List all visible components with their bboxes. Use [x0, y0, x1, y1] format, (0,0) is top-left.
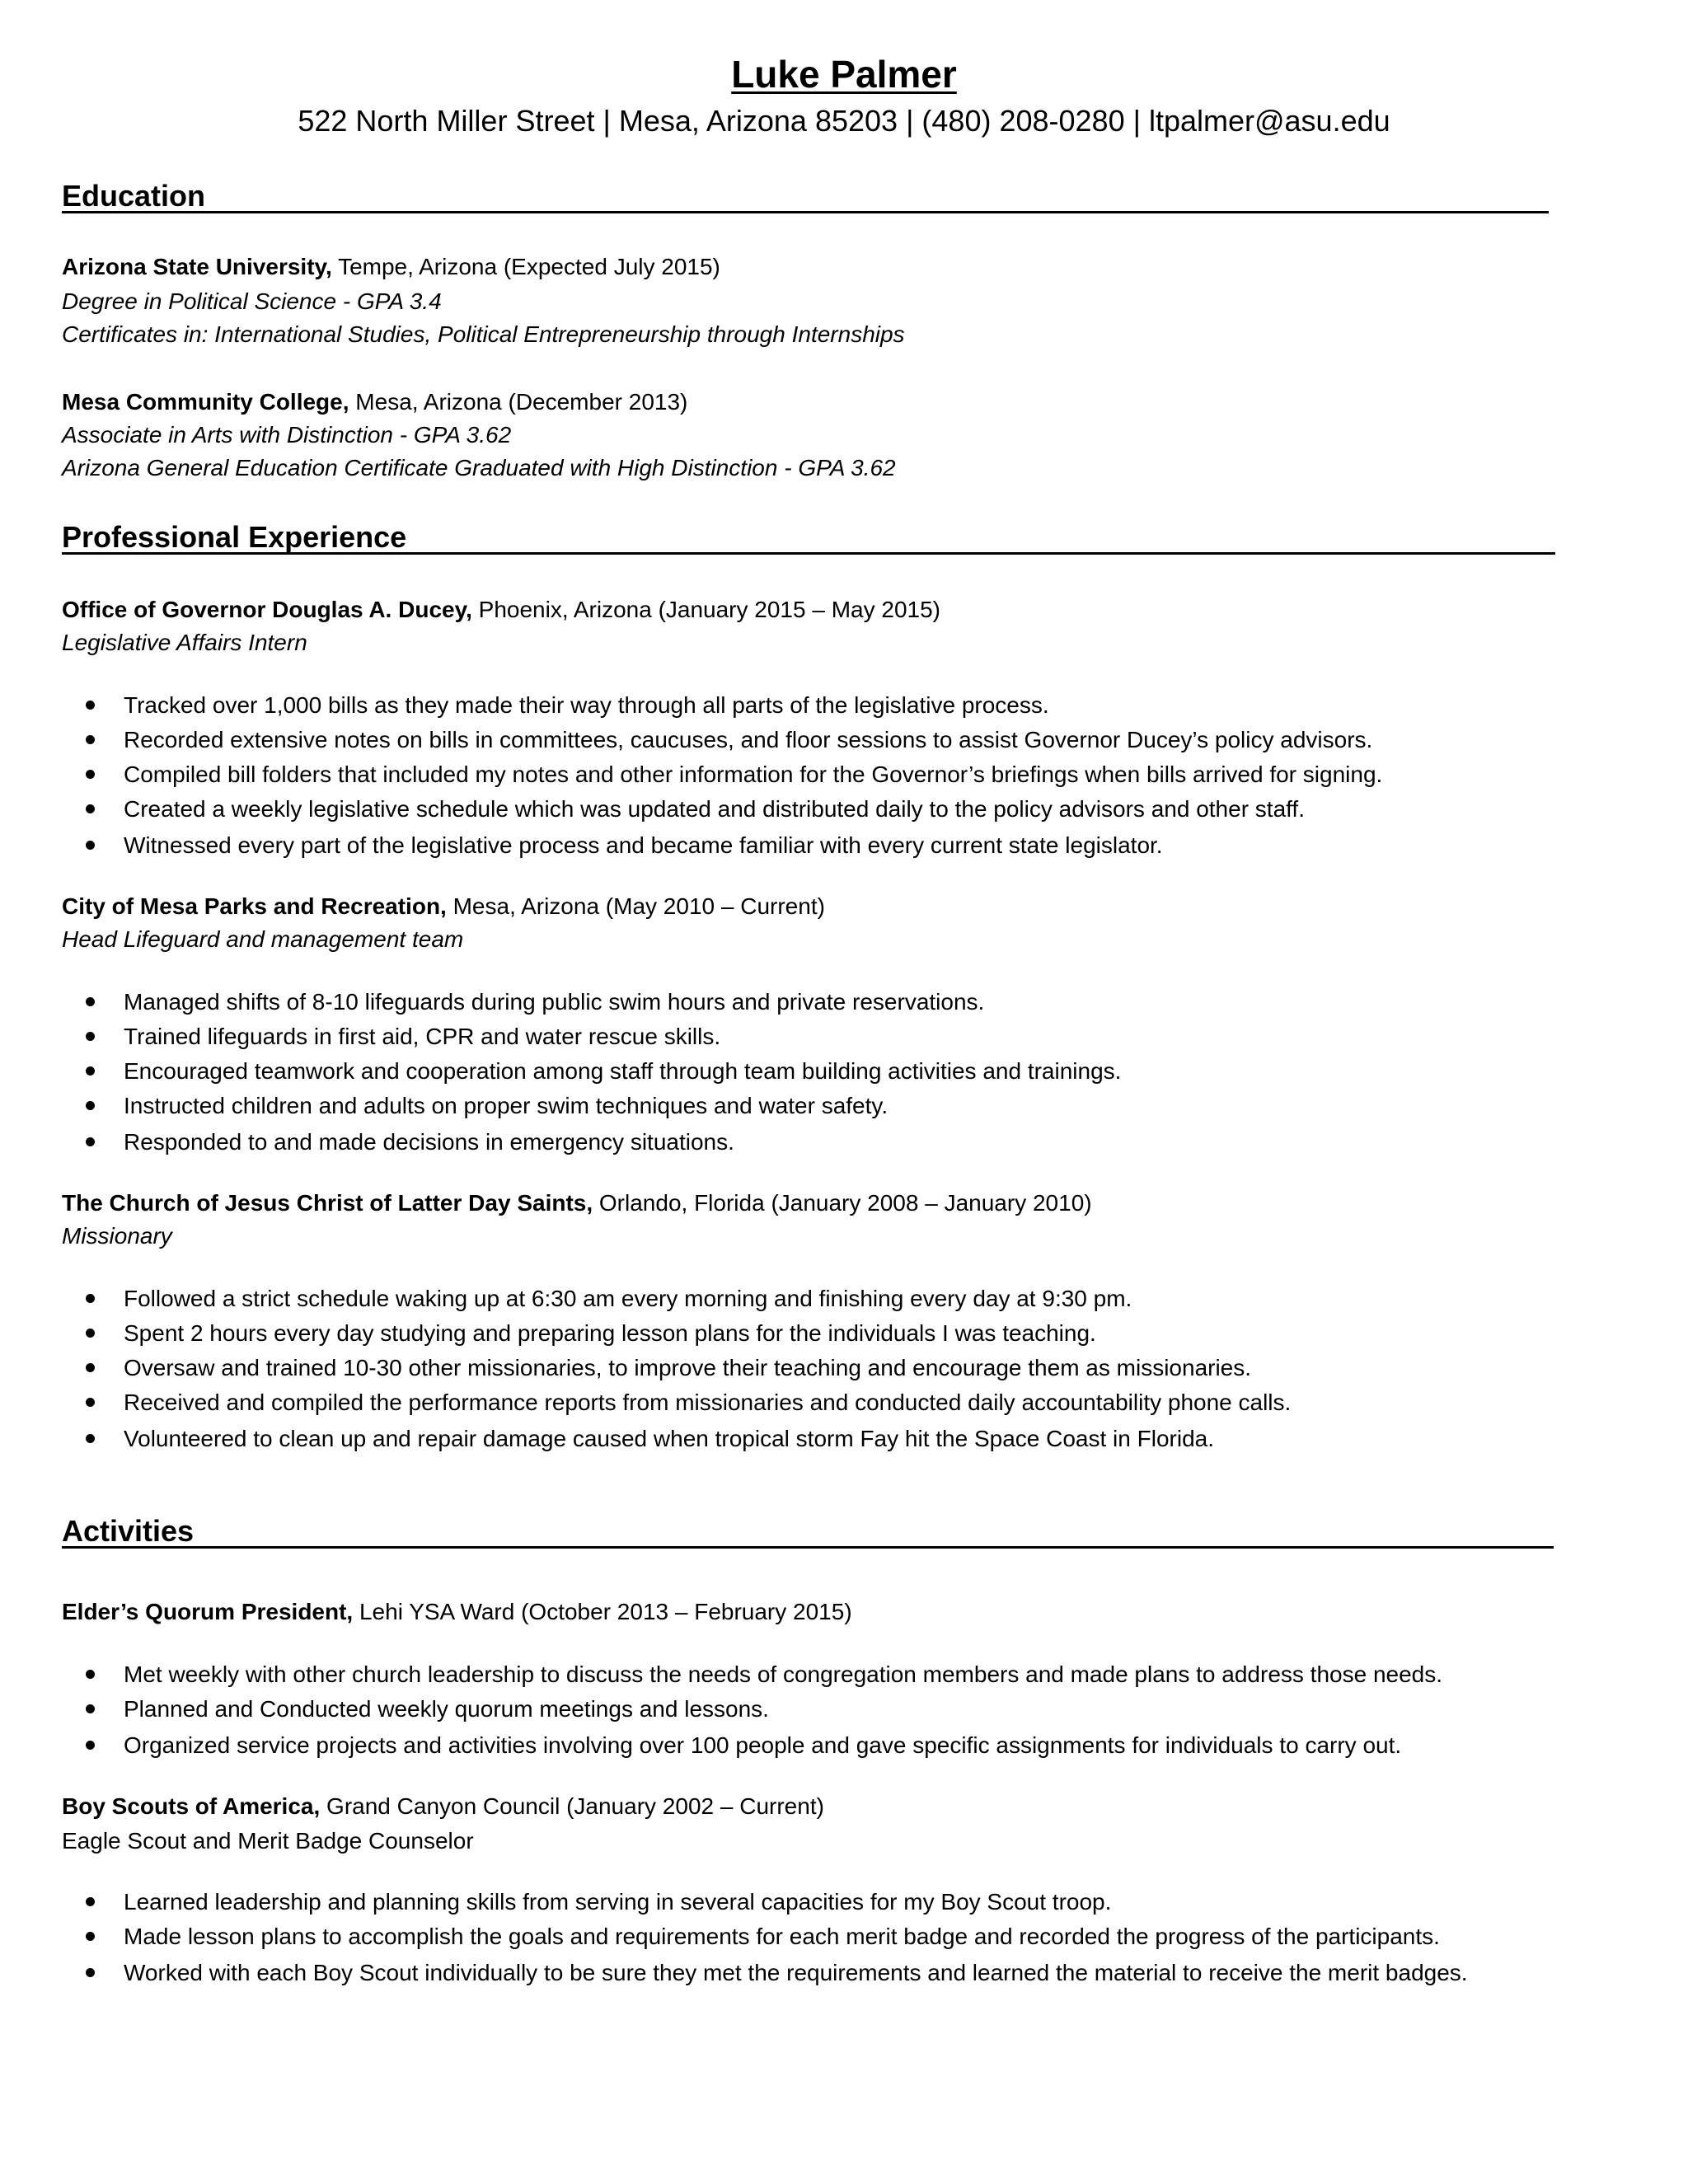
bullet-icon — [86, 1294, 95, 1303]
bullet-icon — [86, 997, 95, 1006]
activity-details: Lehi YSA Ward (October 2013 – February 2015) — [353, 1599, 852, 1624]
bullet-icon — [86, 841, 95, 850]
bullet-icon — [86, 1897, 95, 1906]
education-entry-mcc — [62, 387, 687, 417]
activity-details: Grand Canyon Council (January 2002 – Current) — [320, 1793, 824, 1819]
school-details: Mesa, Arizona (December 2013) — [349, 389, 688, 415]
contact-line: 522 North Miller Street | Mesa, Arizona 85203 | (480) 208-0280 | ltpalmer@asu.edu — [298, 104, 1390, 138]
bullet-icon — [86, 1932, 95, 1941]
section-rule-education — [62, 211, 1549, 213]
bullet-icon — [86, 701, 95, 710]
school-name: Mesa Community College, — [62, 389, 349, 415]
bullet-icon — [86, 1329, 95, 1338]
activity-header — [62, 1597, 852, 1627]
resume-page: Luke Palmer 522 North Miller Street | Mesa, Arizona 85203 | (480) 208-0280 | ltpalmer@asu.edu Education Arizona State University, Tempe, Arizona (Expected July 2015) Degree in Political Science - GPA 3.4 Certificates in: International Studies, Political Entrepreneurship through Internships Mesa Community College, Mesa, Arizona (December 2013) Associate in Arts with Distinction - GPA 3.62 Arizona General Education Certificate Graduated with High Distinction - GPA 3.62 Professional Experience Office of Governor Douglas A. Ducey, Phoenix, Arizona (January 2015 – May 2015) Legislative Affairs Intern Tracked over 1,000 bills as they made their way through all parts of the legislative process. Recorded extensive notes on bills in committees, caucuses, and floor sessions to assist Governor Ducey’s policy advisors. Compiled bill folders that included my notes and other information for the Governor’s briefings when bills arrived for signing. Created a weekly legislative schedule which was updated and distributed daily to the policy advisors and other staff. Witnessed every part of the legislative process and became familiar with every current state legislator. City of Mesa Parks and Recreation, Mesa, Arizona (May 2010 – Current) Head Lifeguard and management team Managed shifts of 8-10 lifeguards during public swim hours and private reservations. Trained lifeguards in first aid, CPR and water rescue skills. Encouraged teamwork and cooperation among staff through team building activities and trainings. Instructed children and adults on proper swim techniques and water safety. Responded to and made decisions in emergency situations. The Church of Jesus Christ of Latter Day Saints, Orlando, Florida (January 2008 – January 2010) Missionary Followed a strict schedule waking up at 6:30 am every morning and finishing every day at 9:30 pm. Spent 2 hours every day studying and preparing lesson plans for the individuals I was teaching. Oversaw and trained 10-30 other missionaries, to improve their teaching and encourage them as missionaries. Received and compiled the performance reports from missionaries and conducted daily accountability phone calls. Volunteered to clean up and repair damage caused when tropical storm Fay hit the Space Coast in Florida. Activities Elder’s Quorum President, Lehi YSA Ward (October 2013 – February 2015) Met weekly with other church leadership to discuss the needs of congregation members and made plans to address those needs. Planned and Conducted weekly quorum meetings and lessons. Organized service projects and activities involving over 100 people and gave specific assignments for individuals to carry out. Boy Scouts of America, Grand Canyon Council (January 2002 – Current) Eagle Scout and Merit Badge Counselor Learned leadership and planning skills from serving in several capacities for my Boy Scout troop. Made lesson plans to accomplish the goals and requirements for each merit badge and recorded the progress of the participants. Worked with each Boy Scout individually to be sure they met the requirements and learned the material to receive the merit badges. — [0, 0, 1688, 2184]
bullet-icon — [86, 1968, 95, 1977]
job-header — [62, 892, 825, 921]
section-rule-experience — [62, 552, 1555, 555]
mcc-certificate: Arizona General Education Certificate Graduated with High Distinction - GPA 3.62 — [62, 455, 896, 480]
activity-org: Boy Scouts of America, — [62, 1793, 321, 1819]
job-title: Head Lifeguard and management team — [62, 926, 464, 952]
job-org: City of Mesa Parks and Recreation, — [62, 893, 447, 919]
bullet-icon — [86, 1363, 95, 1372]
job-header — [62, 595, 940, 625]
bullet-icon — [86, 735, 95, 744]
bullet-icon — [86, 1032, 95, 1041]
school-name: Arizona State University, — [62, 254, 332, 279]
bullet-icon — [86, 1398, 95, 1407]
asu-certificates: Certificates in: International Studies, Political Entrepreneurship through Internships — [62, 321, 905, 347]
bullet-icon — [86, 804, 95, 813]
job-title: Legislative Affairs Intern — [62, 630, 307, 655]
section-rule-activities — [62, 1546, 1554, 1549]
activity-org: Elder’s Quorum President, — [62, 1599, 354, 1624]
activity-title: Eagle Scout and Merit Badge Counselor — [62, 1828, 474, 1854]
bullet-icon — [86, 770, 95, 779]
job-org: The Church of Jesus Christ of Latter Day Saints, — [62, 1190, 593, 1216]
activity-header — [62, 1792, 824, 1821]
section-heading-activities: Activities — [62, 1514, 195, 1548]
job-header — [62, 1188, 1092, 1218]
job-details: Orlando, Florida (January 2008 – January 2010) — [593, 1190, 1092, 1216]
section-heading-education: Education — [62, 179, 206, 213]
bullet-icon — [86, 1670, 95, 1679]
job-details: Phoenix, Arizona (January 2015 – May 2015) — [471, 597, 940, 622]
bullet-icon — [86, 1137, 95, 1146]
bullet-icon — [86, 1101, 95, 1110]
asu-degree: Degree in Political Science - GPA 3.4 — [62, 288, 442, 314]
resume-name: Luke Palmer — [731, 53, 957, 96]
job-details: Mesa, Arizona (May 2010 – Current) — [446, 893, 825, 919]
bullet-icon — [86, 1741, 95, 1750]
education-entry-asu — [62, 252, 720, 282]
bullet-icon — [86, 1066, 95, 1076]
job-org: Office of Governor Douglas A. Ducey, — [62, 597, 472, 622]
section-heading-experience: Professional Experience — [62, 520, 407, 554]
bullet-icon — [86, 1704, 95, 1713]
job-title: Missionary — [62, 1223, 172, 1249]
mcc-degree: Associate in Arts with Distinction - GPA 3.62 — [62, 422, 512, 448]
bullet-icon — [86, 1434, 95, 1443]
school-details: Tempe, Arizona (Expected July 2015) — [331, 254, 720, 279]
